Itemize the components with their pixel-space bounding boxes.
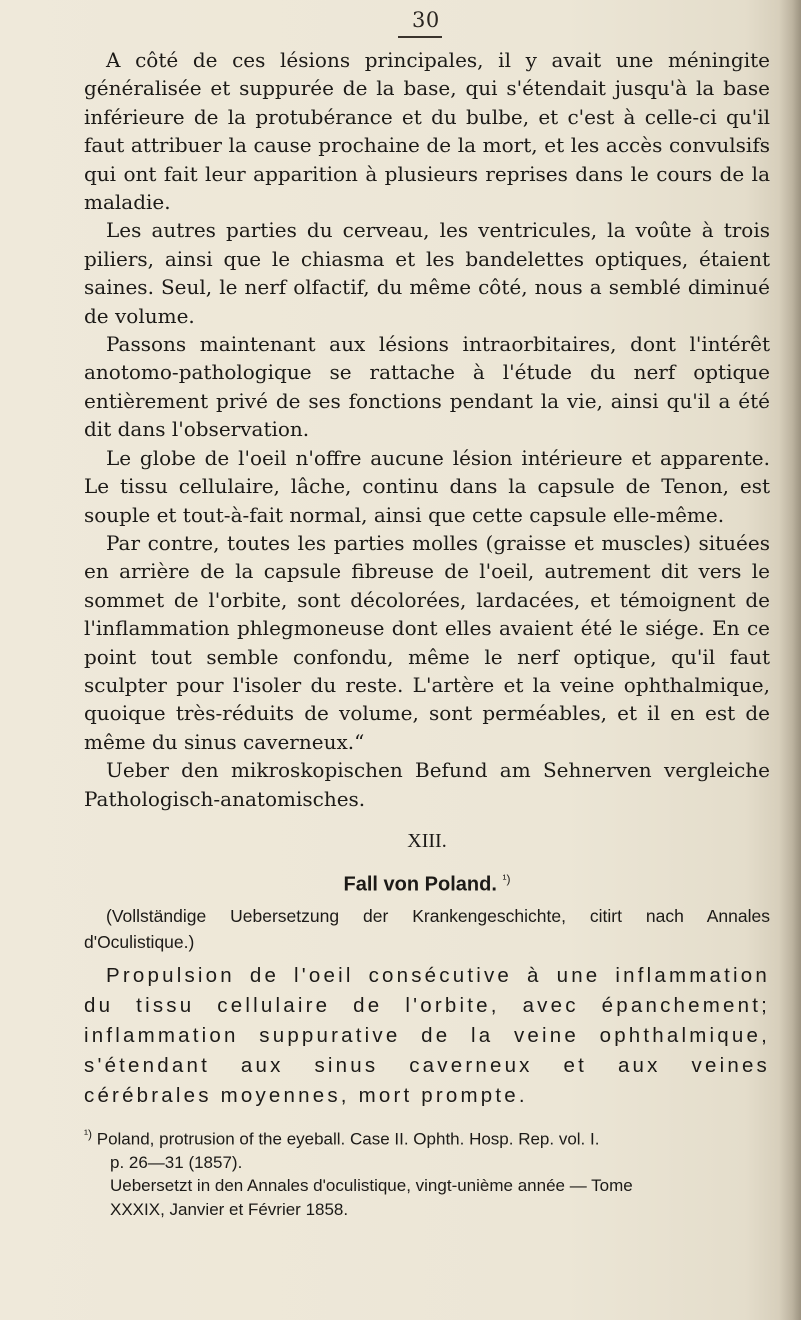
page-number-rule <box>398 36 442 38</box>
case-number: XIII. <box>407 829 447 852</box>
footnote-line-2: p. 26—31 (1857). <box>110 1152 243 1172</box>
footnote-line-4: XXXIX, Janvier et Février 1858. <box>110 1199 349 1219</box>
case-title <box>84 865 770 899</box>
case-summary: Propulsion de l'oeil consécutive à une inflammation du tissu cellulaire de l'orbite, avec épanchement; inflammation suppurative de la veine ophthalmique, s'étendant aux sinus caverneux et aux veines cérébrales moyennes, mort prompte. <box>84 963 770 1107</box>
case-footnote-ref: ¹) <box>502 871 511 886</box>
page-number: 30 <box>412 8 440 32</box>
footnote-marker: ¹) <box>84 1126 92 1141</box>
paragraph-microscopic: Ueber den mikroskopischen Befund am Sehnerven vergleiche Pathologisch-anatomisches. <box>84 758 770 811</box>
paragraph-soft-parts: Par contre, toutes les parties molles (graisse et muscles) situées en arrière de la capsule fibreuse de l'oeil, autrement dit vers le sommet de l'orbite, sont décolorées, lardacées, et témoignent de l'inflammation phlegmoneuse dont elles avaient été le siége. En ce point tout semble confondu, même le nerf optique, qu'il faut sculpter pour l'isoler du reste. L'artère et la veine ophthalmique, quoique très-réduits de volume, sont perméables, et il en est de même du sinus caverneux.“ <box>84 530 770 754</box>
footnotes <box>84 1123 770 1222</box>
footnote-citation: Poland, protrusion of the eyeball. Case II. Ophth. Hosp. Rep. vol. I. <box>96 1129 600 1149</box>
translation-note: (Vollständige Uebersetzung der Krankengeschichte, citirt nach Annales d'Oculistique.) <box>84 905 770 952</box>
footnote-line-1 <box>84 1123 770 1151</box>
case-title-text: Fall von Poland. <box>343 873 497 896</box>
paragraph-brain-parts: Les autres parties du cerveau, les ventricules, la voûte à trois piliers, ainsi que le chiasma et les bandelettes optiques, étaient saines. Seul, le nerf olfactif, du même côté, nous a semblé diminué de volume. <box>84 218 770 328</box>
main-text <box>84 46 770 1221</box>
page-edge-shadow <box>779 0 801 1320</box>
footnote-line-3: Uebersetzt in den Annales d'oculistique, vingt-unième année — Tome <box>110 1176 633 1196</box>
paragraph-eye-globe: Le globe de l'oeil n'offre aucune lésion intérieure et apparente. Le tissu cellulaire, lâche, continu dans la capsule de Tenon, est souple et tout-à-fait normal, ainsi que cette capsule elle-même. <box>84 445 770 527</box>
paragraph-intraorbital: Passons maintenant aux lésions intraorbitaires, dont l'intérêt anotomo-pathologique se rattache à l'étude du nerf optique entièrement privé de ses fonctions pendant la vie, ainsi qu'il a été dit dans l'observation. <box>84 332 770 442</box>
paragraph-meningitis: A côté de ces lésions principales, il y avait une méningite généralisée et suppurée de la base, qui s'étendait jusqu'à la base inférieure de la protubérance et du bulbe, et c'est à celle-ci qu'il faut attribuer la cause prochaine de la mort, et les accès convulsifs qui ont fait leur apparition à plusieurs reprises dans le cours de la maladie. <box>84 48 770 215</box>
